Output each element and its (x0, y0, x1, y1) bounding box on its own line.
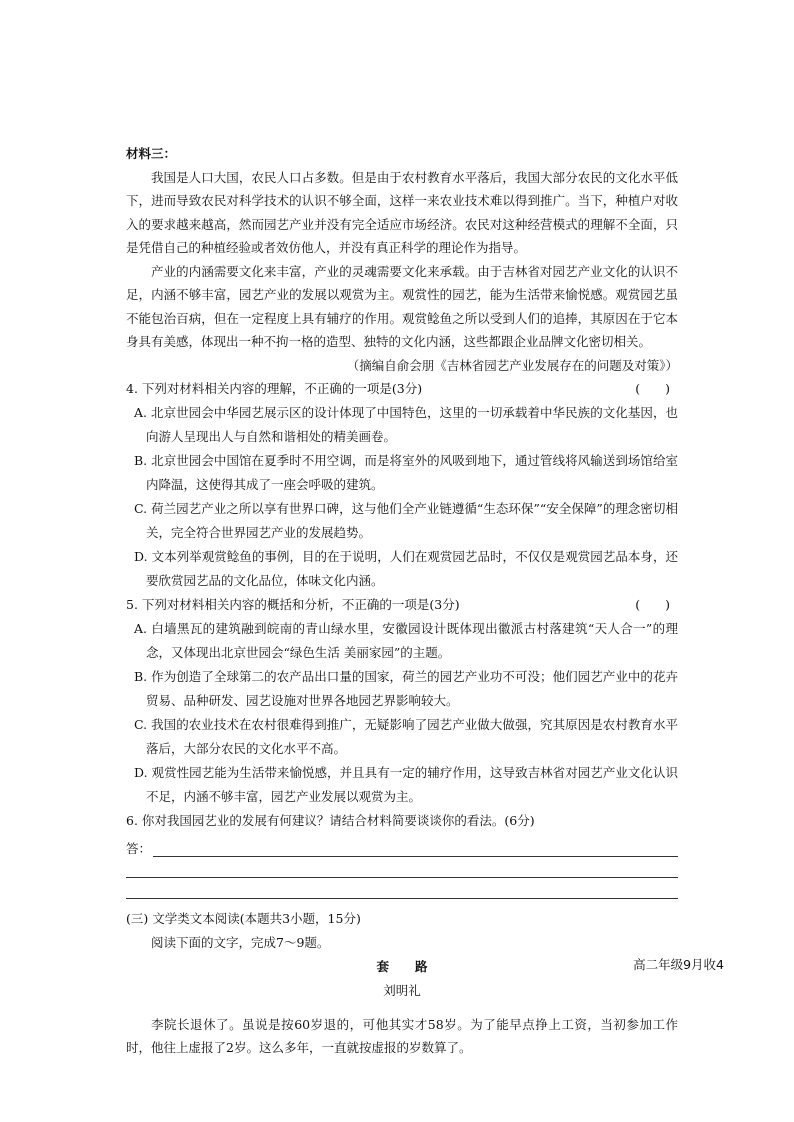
story-paragraph-1: 李院长退休了。虽说是按60岁退的，可他其实才58岁。为了能早点挣上工资，当初参加工作时，他往上虚报了2岁。这么多年，一直就按虚报的岁数算了。 (126, 1016, 678, 1055)
question-6-stem: 6. 你对我国园艺业的发展有何建议？请结合材料简要谈谈你的看法。(6分) (126, 813, 535, 828)
question-6-answer-row[interactable] (126, 835, 678, 857)
question-6 (126, 809, 678, 899)
question-4-option-d: D. 文本列举观赏鲶鱼的事例，目的在于说明，人们在观赏园艺品时，不仅仅是观赏园艺品本身，还要欣赏园艺品的文化品位，体味文化内涵。 (134, 549, 678, 588)
answer-line-3[interactable] (126, 878, 678, 899)
answer-label: 答： (126, 841, 152, 856)
material-paragraph-1: 我国是人口大国，农民人口占多数。但是由于农村教育水平落后，我国大部分农民的文化水平低下，进而导致农民对科学技术的认识不够全面，这样一来农业技术难以得到推广。当下，种植户对收入的要求越来越高，然而园艺产业并没有完全适应市场经济。农民对这种经营模式的理解不全面，只是凭借自己的种植经验或者效仿他人，并没有真正科学的理论作为指导。 (126, 169, 678, 255)
question-5-option-b: B. 作为创造了全球第二的农产品出口量的国家，荷兰的园艺产业功不可没；他们园艺产业中的花卉贸易、品种研发、园艺设施对世界各地园艺界影响较大。 (134, 669, 678, 708)
question-5 (126, 593, 678, 809)
story-author: 刘明礼 (383, 982, 421, 998)
question-4-option-a: A. 北京世园会中华园艺展示区的设计体现了中国特色，这里的一切承载着中华民族的文化基因，也向游人呈现出人与自然和谐相处的精美画卷。 (134, 405, 678, 444)
question-5-stem (126, 593, 678, 617)
question-5-text: 5. 下列对材料相关内容的概括和分析，不正确的一项是(3分) (126, 597, 460, 612)
question-4-answer-blank: ( ) (635, 381, 670, 396)
story-title: 套路 (376, 958, 454, 974)
answer-line-2[interactable] (126, 857, 678, 878)
page-footer: 高二年级9月收4 (633, 957, 724, 972)
question-4-option-c: C. 荷兰园艺产业之所以享有世界口碑，这与他们全产业链遵循“生态环保”“安全保障”的理念密切相关，完全符合世界园艺产业的发展趋势。 (134, 501, 678, 540)
question-5-option-a: A. 白墙黑瓦的建筑融到皖南的青山绿水里，安徽园设计既体现出徽派古村落建筑“天人合一”的理念，又体现出北京世园会“绿色生活 美丽家园”的主题。 (134, 621, 678, 660)
section-instruction: 阅读下面的文字，完成7～9题。 (151, 935, 330, 950)
material-title: 材料三： (126, 146, 177, 161)
question-5-option-c: C. 我国的农业技术在农村很难得到推广，无疑影响了园艺产业做大做强，究其原因是农村教育水平落后，大部分农民的文化水平不高。 (134, 717, 678, 756)
answer-line-1[interactable] (153, 840, 678, 857)
question-4-option-b: B. 北京世园会中国馆在夏季时不用空调，而是将室外的风吸到地下，通过管线将风输送到场馆给室内降温，这使得其成了一座会呼吸的建筑。 (134, 453, 678, 492)
material-paragraph-2: 产业的内涵需要文化来丰富，产业的灵魂需要文化来承载。由于吉林省对园艺产业文化的认识不足，内涵不够丰富，园艺产业的发展以观赏为主。观赏性的园艺，能为生活带来愉悦感。观赏园艺虽不能包治百病，但在一定程度上具有辅疗的作用。观赏鲶鱼之所以受到人们的追捧，其原因在于它本身具有美感，体现出一种不拘一格的造型、独特的文化内涵，这些都跟企业品牌文化密切相关。 (126, 263, 678, 349)
page-content (126, 142, 678, 1060)
question-4-text: 4. 下列对材料相关内容的理解，不正确的一项是(3分) (126, 381, 423, 396)
question-4 (126, 377, 678, 593)
material-source: （摘编自俞会朋《吉林省园艺产业发展存在的问题及对策》） (346, 357, 678, 373)
question-4-stem (126, 377, 678, 401)
section-heading: (三) 文学类文本阅读(本题共3小题，15分) (126, 911, 361, 926)
question-5-option-d: D. 观赏性园艺能为生活带来愉悦感，并且具有一定的辅疗作用，这导致吉林省对园艺产业文化认识不足，内涵不够丰富，园艺产业发展以观赏为主。 (134, 765, 678, 804)
question-5-answer-blank: ( ) (635, 597, 670, 612)
